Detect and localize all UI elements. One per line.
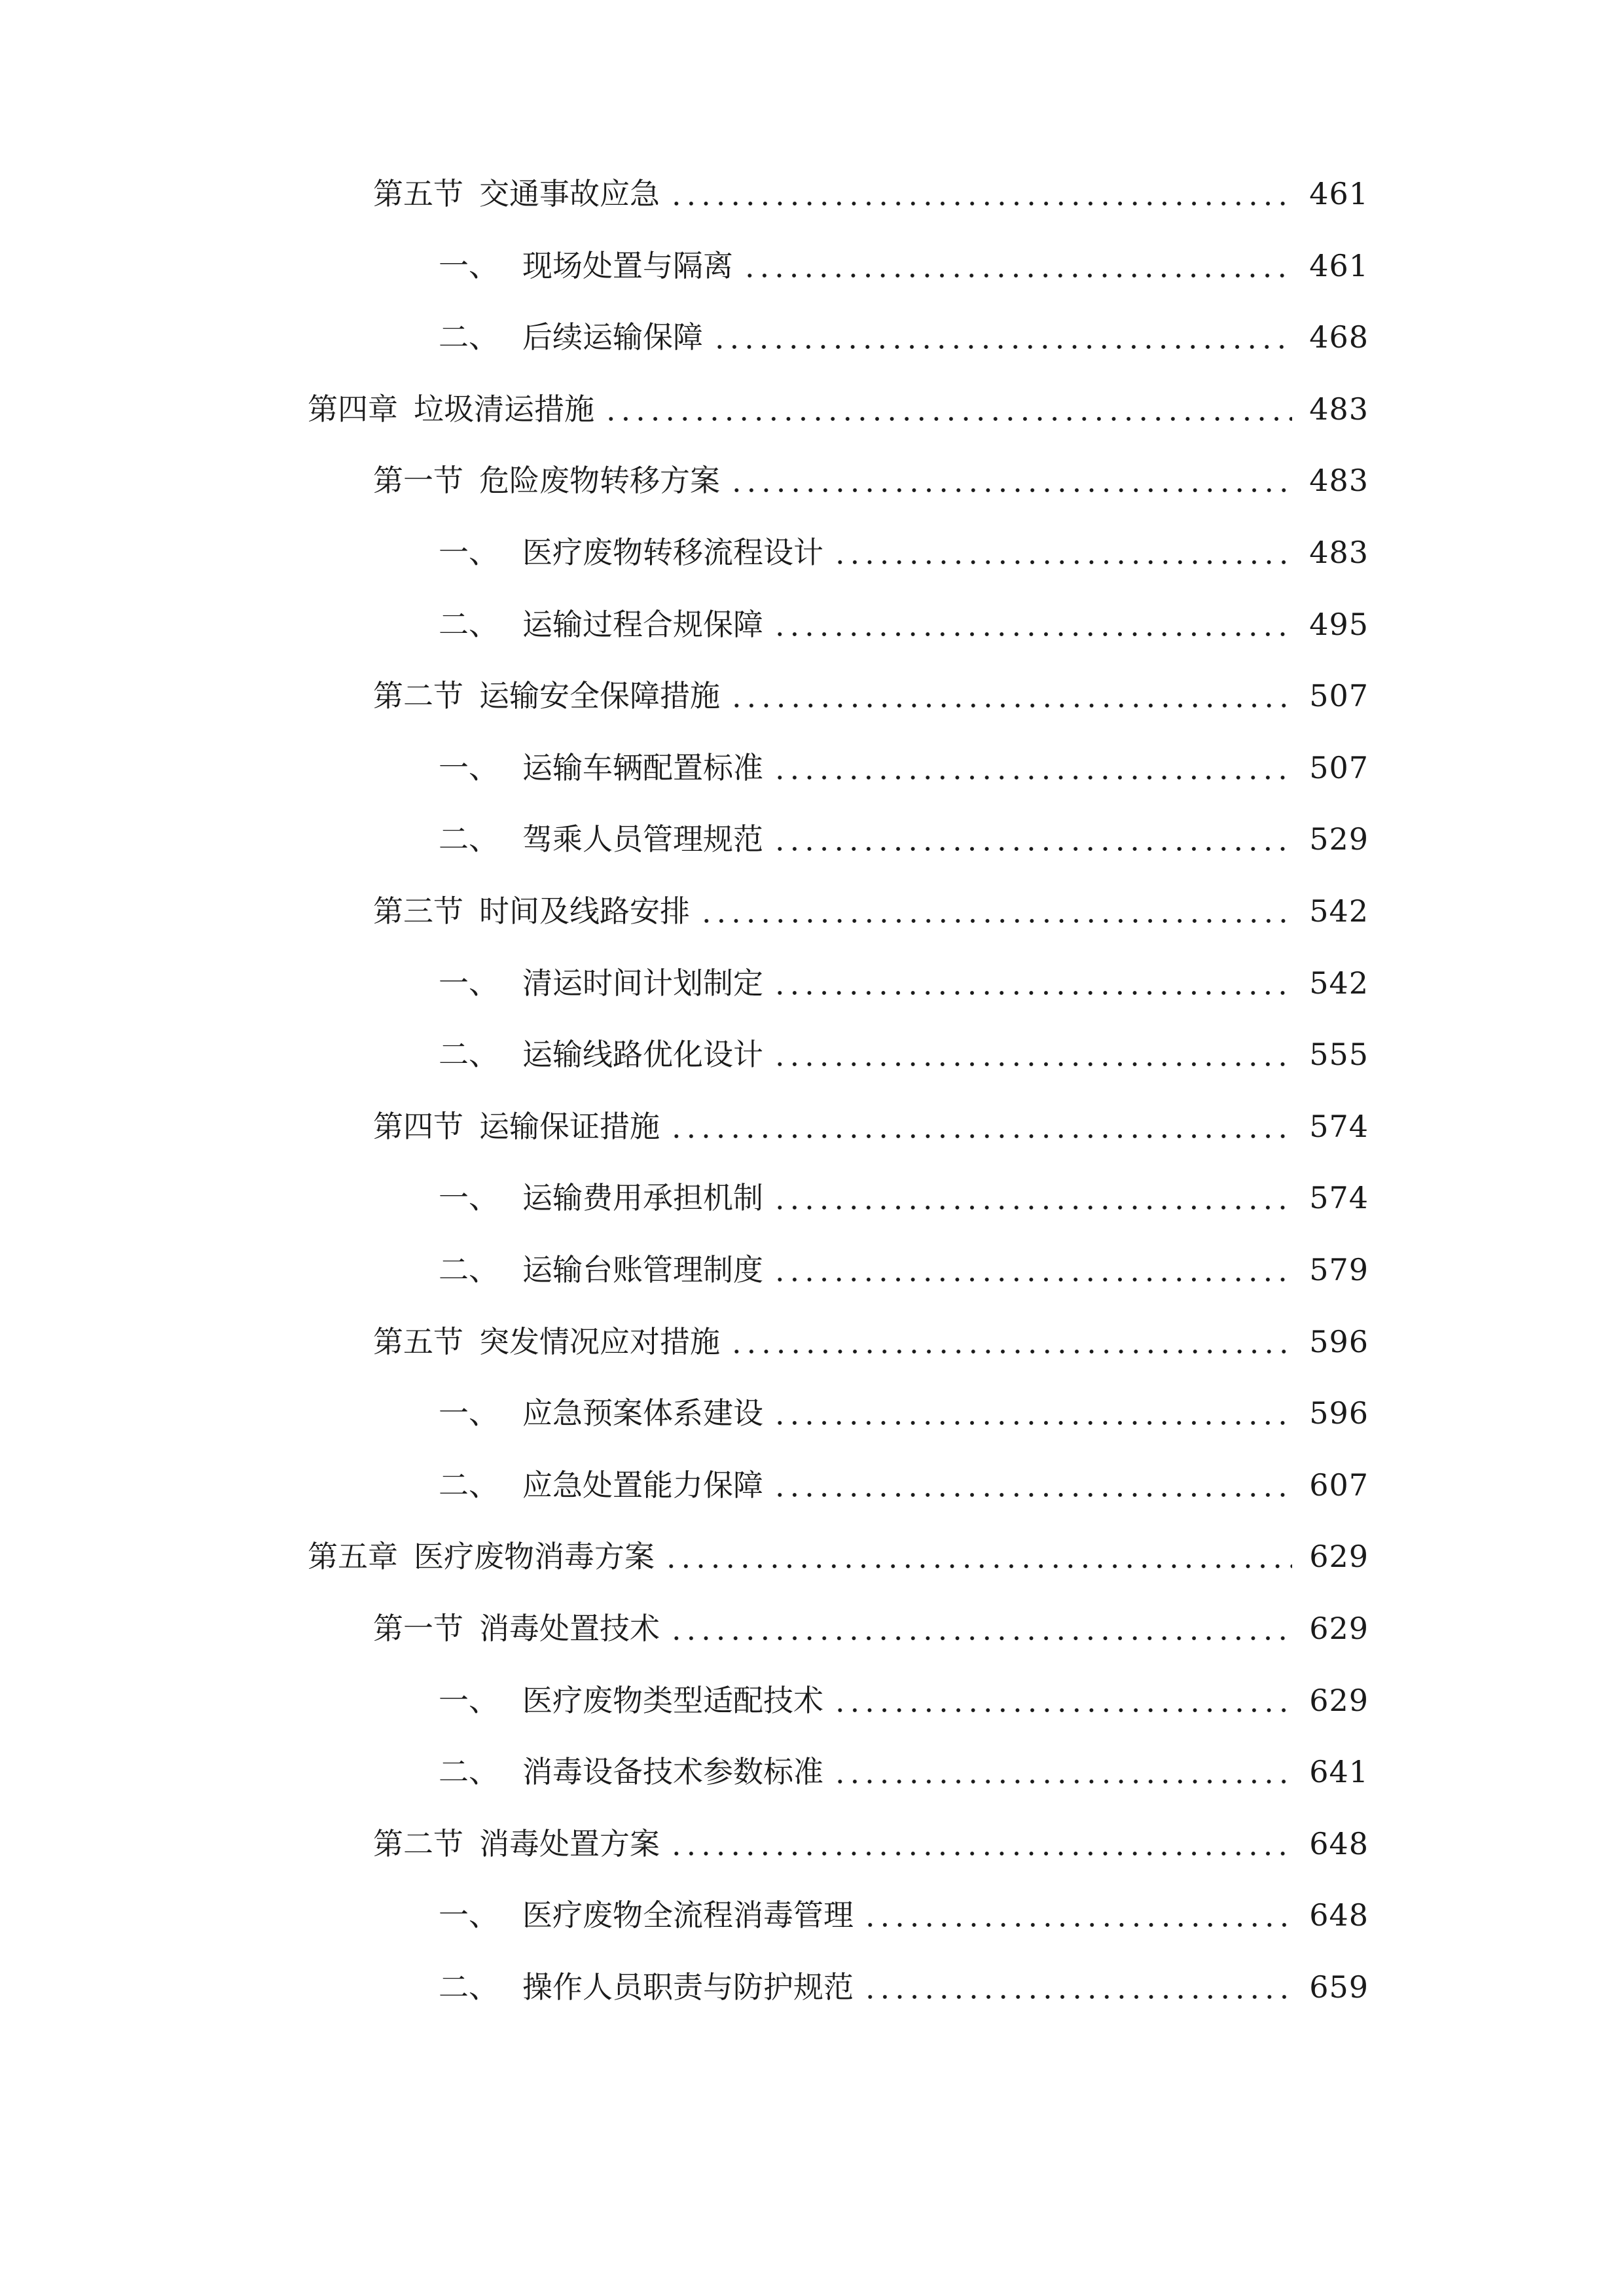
toc-entry[interactable]: [439, 1961, 1369, 2013]
toc-entry-title: 操作人员职责与防护规范: [522, 1969, 854, 2005]
dot-leader: [772, 846, 1292, 852]
toc-entry-page-number: 596: [1309, 1395, 1369, 1431]
toc-entry-page-number: 629: [1309, 1539, 1369, 1575]
dot-leader: [729, 1349, 1292, 1354]
toc-entry-number: 第二节: [373, 1825, 463, 1861]
toc-entry-page-number: 495: [1309, 606, 1369, 642]
toc-entry-title: 医疗废物消毒方案: [414, 1539, 655, 1575]
toc-entry[interactable]: [439, 957, 1369, 1009]
toc-entry-title: 运输线路优化设计: [522, 1037, 763, 1073]
toc-entry-number: 二、: [439, 1754, 499, 1790]
dot-leader: [863, 1994, 1292, 2000]
toc-entry[interactable]: [439, 1244, 1369, 1296]
toc-entry[interactable]: [373, 1100, 1369, 1153]
toc-entry-page-number: 483: [1309, 535, 1369, 570]
toc-entry-number: 二、: [439, 1252, 499, 1287]
toc-entry[interactable]: [439, 1889, 1369, 1941]
toc-entry-title: 运输车辆配置标准: [522, 749, 763, 785]
toc-entry-page-number: 507: [1309, 678, 1369, 714]
toc-entry-number: 二、: [439, 606, 499, 642]
toc-entry[interactable]: [439, 1674, 1369, 1727]
toc-entry-number: 第五节: [373, 176, 463, 211]
toc-entry-page-number: 629: [1309, 1682, 1369, 1718]
toc-entry-page-number: 641: [1309, 1754, 1369, 1790]
dot-leader: [729, 703, 1292, 708]
toc-entry[interactable]: [373, 454, 1369, 507]
toc-entry-title: 危险废物转移方案: [479, 463, 720, 499]
toc-entry-page-number: 659: [1309, 1969, 1369, 2005]
toc-entry-title: 清运时间计划制定: [522, 965, 763, 1001]
toc-entry[interactable]: [439, 311, 1369, 363]
toc-entry[interactable]: [373, 1818, 1369, 1870]
toc-entry[interactable]: [439, 1746, 1369, 1798]
dot-leader: [863, 1922, 1292, 1928]
toc-entry-title: 应急预案体系建设: [522, 1395, 763, 1431]
toc-entry-page-number: 542: [1309, 893, 1369, 929]
dot-leader: [772, 1277, 1292, 1282]
toc-entry-title: 后续运输保障: [522, 319, 703, 355]
toc-entry-number: 第四章: [308, 391, 398, 427]
toc-entry-title: 现场处置与隔离: [522, 247, 733, 283]
toc-entry-number: 一、: [439, 535, 499, 570]
toc-entry-title: 垃圾清运措施: [414, 391, 594, 427]
toc-entry-number: 一、: [439, 247, 499, 283]
toc-entry-number: 第四节: [373, 1108, 463, 1144]
toc-entry-title: 运输台账管理制度: [522, 1252, 763, 1287]
toc-entry-page-number: 648: [1309, 1825, 1369, 1861]
dot-leader: [669, 1134, 1292, 1139]
toc-entry-page-number: 574: [1309, 1180, 1369, 1216]
toc-entry-title: 应急处置能力保障: [522, 1467, 763, 1503]
toc-entry-number: 二、: [439, 1037, 499, 1073]
toc-entry[interactable]: [308, 383, 1369, 435]
toc-entry-title: 消毒设备技术参数标准: [522, 1754, 823, 1790]
toc-entry-title: 医疗废物全流程消毒管理: [522, 1897, 854, 1933]
toc-entry-page-number: 468: [1309, 319, 1369, 355]
toc-entry-title: 医疗废物类型适配技术: [522, 1682, 823, 1718]
dot-leader: [772, 1062, 1292, 1067]
dot-leader: [669, 201, 1292, 206]
toc-entry-number: 一、: [439, 965, 499, 1001]
toc-entry-title: 运输保证措施: [479, 1108, 660, 1144]
toc-entry-page-number: 483: [1309, 463, 1369, 499]
toc-entry-number: 第一节: [373, 1611, 463, 1646]
toc-entry[interactable]: [439, 742, 1369, 794]
toc-entry-title: 运输费用承担机制: [522, 1180, 763, 1216]
dot-leader: [833, 560, 1292, 565]
toc-entry-page-number: 483: [1309, 391, 1369, 427]
dot-leader: [833, 1708, 1292, 1713]
dot-leader: [699, 918, 1292, 924]
dot-leader: [729, 488, 1292, 493]
toc-entry-number: 二、: [439, 319, 499, 355]
dot-leader: [772, 1205, 1292, 1210]
dot-leader: [712, 344, 1292, 350]
toc-entry-number: 一、: [439, 749, 499, 785]
toc-entry-number: 一、: [439, 1395, 499, 1431]
toc-entry-number: 二、: [439, 1969, 499, 2005]
toc-entry-page-number: 629: [1309, 1611, 1369, 1646]
toc-entry-page-number: 607: [1309, 1467, 1369, 1503]
toc-entry-page-number: 579: [1309, 1252, 1369, 1287]
toc-entry-title: 驾乘人员管理规范: [522, 821, 763, 857]
toc-entry-number: 二、: [439, 821, 499, 857]
toc-entry-title: 运输过程合规保障: [522, 606, 763, 642]
toc-entry[interactable]: [373, 670, 1369, 722]
toc-entry[interactable]: [308, 1530, 1369, 1583]
toc-entry-number: 一、: [439, 1682, 499, 1718]
dot-leader: [772, 775, 1292, 780]
dot-leader: [669, 1636, 1292, 1641]
dot-leader: [669, 1851, 1292, 1856]
toc-entry-page-number: 461: [1309, 247, 1369, 283]
dot-leader: [772, 632, 1292, 637]
toc-entry[interactable]: [373, 1602, 1369, 1655]
toc-entry-page-number: 542: [1309, 965, 1369, 1001]
toc-entry[interactable]: [439, 1459, 1369, 1511]
toc-entry[interactable]: [439, 1028, 1369, 1081]
toc-entry[interactable]: [439, 813, 1369, 865]
toc-entry-number: 第三节: [373, 893, 463, 929]
toc-entry-page-number: 648: [1309, 1897, 1369, 1933]
toc-entry-title: 运输安全保障措施: [479, 678, 720, 714]
toc-entry-number: 一、: [439, 1897, 499, 1933]
toc-entry-title: 交通事故应急: [479, 176, 660, 211]
dot-leader: [664, 1564, 1292, 1569]
toc-entry-title: 时间及线路安排: [479, 893, 690, 929]
toc-entry-number: 第二节: [373, 678, 463, 714]
toc-entry-page-number: 507: [1309, 749, 1369, 785]
dot-leader: [833, 1779, 1292, 1784]
dot-leader: [604, 416, 1292, 422]
toc-entry-title: 突发情况应对措施: [479, 1323, 720, 1359]
toc-entry[interactable]: [439, 526, 1369, 579]
toc-entry[interactable]: [373, 885, 1369, 937]
dot-leader: [742, 273, 1292, 278]
toc-entry-title: 医疗废物转移流程设计: [522, 535, 823, 570]
toc-entry-number: 二、: [439, 1467, 499, 1503]
toc-entry-page-number: 555: [1309, 1037, 1369, 1073]
toc-entry-page-number: 596: [1309, 1323, 1369, 1359]
toc-entry-page-number: 529: [1309, 821, 1369, 857]
toc-entry-title: 消毒处置技术: [479, 1611, 660, 1646]
toc-entry-number: 第一节: [373, 463, 463, 499]
toc-entry[interactable]: [439, 240, 1369, 292]
dot-leader: [772, 1420, 1292, 1426]
toc-entry-title: 消毒处置方案: [479, 1825, 660, 1861]
toc-entry-number: 一、: [439, 1180, 499, 1216]
dot-leader: [772, 1492, 1292, 1498]
toc-entry[interactable]: [373, 1316, 1369, 1368]
toc-entry[interactable]: [439, 598, 1369, 651]
toc-entry[interactable]: [439, 1172, 1369, 1224]
dot-leader: [772, 990, 1292, 996]
toc-entry-page-number: 461: [1309, 176, 1369, 211]
toc-entry[interactable]: [439, 1387, 1369, 1439]
toc-entry-number: 第五节: [373, 1323, 463, 1359]
toc-entry[interactable]: [373, 168, 1369, 220]
toc-entry-number: 第五章: [308, 1539, 398, 1575]
toc-entry-page-number: 574: [1309, 1108, 1369, 1144]
